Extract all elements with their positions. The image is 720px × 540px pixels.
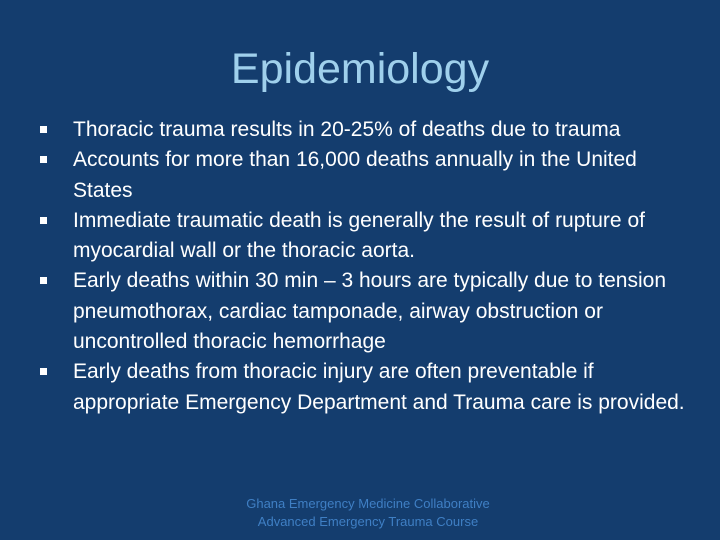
square-bullet-icon	[40, 277, 47, 284]
slide-footer	[0, 495, 720, 531]
bullet-text: Early deaths from thoracic injury are often preventable if appropriate Emergency Department and Trauma care is provided.	[73, 360, 685, 414]
bullet-text: Accounts for more than 16,000 deaths annually in the United States	[73, 148, 637, 202]
slide-title: Epidemiology	[230, 45, 490, 93]
footer-line-organization: Ghana Emergency Medicine Collaborative	[246, 496, 490, 511]
bullet-text: Early deaths within 30 min – 3 hours are typically due to tension pneumothorax, cardiac tamponade, airway obstruction or uncontrolled thoracic hemorrhage	[73, 269, 666, 354]
bullet-list	[0, 115, 720, 418]
footer-line-course: Advanced Emergency Trauma Course	[257, 514, 479, 529]
bullet-item	[0, 357, 720, 418]
bullet-item	[0, 145, 720, 206]
bullet-item	[0, 115, 720, 145]
square-bullet-icon	[40, 217, 47, 224]
bullet-item	[0, 266, 720, 357]
bullet-text: Thoracic trauma results in 20-25% of deaths due to trauma	[73, 118, 621, 141]
bullet-text: Immediate traumatic death is generally the result of rupture of myocardial wall or the thoracic aorta.	[73, 208, 645, 263]
square-bullet-icon	[40, 368, 47, 375]
square-bullet-icon	[40, 156, 47, 163]
square-bullet-icon	[40, 126, 47, 133]
bullet-item	[0, 206, 720, 267]
